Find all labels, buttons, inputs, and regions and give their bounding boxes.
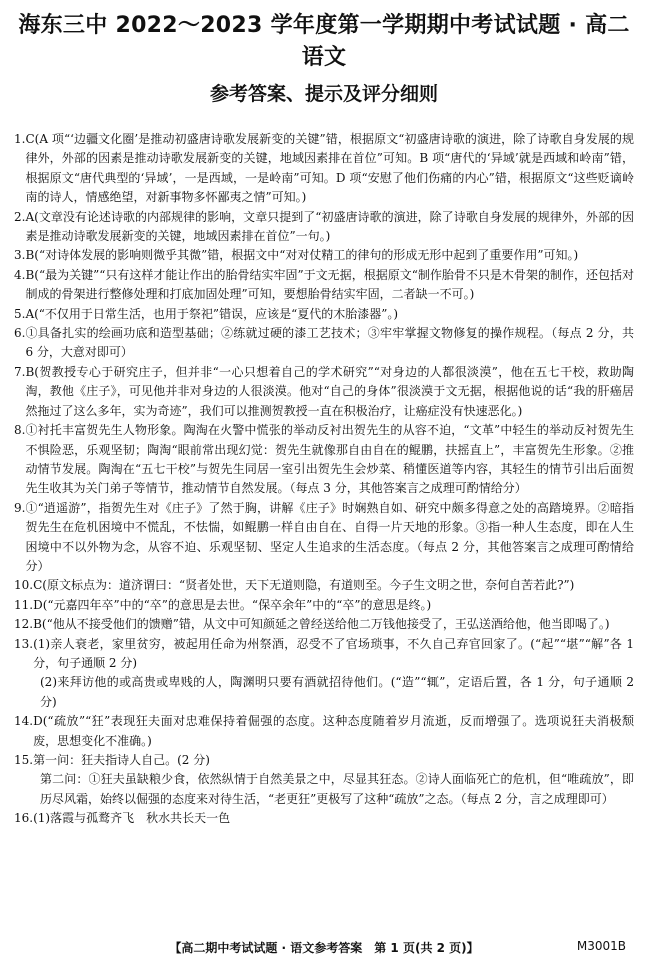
answer-text: D(“元嘉四年卒”中的“卒”的意思是去世。“保卒余年”中的“卒”的意思是终。) xyxy=(33,597,432,612)
answer-number: 14. xyxy=(14,714,34,729)
footer-document-code: M3001B xyxy=(576,939,626,953)
answer-item xyxy=(14,809,634,828)
answer-number: 8. xyxy=(14,423,26,438)
answer-item xyxy=(14,305,634,324)
answer-item xyxy=(14,712,634,751)
answer-subpart: (2)来拜访他的或高贵或卑贱的人，陶渊明只要有酒就招待他们。(“造”“辄”，定语后置，各 1 分，句子通顺 2 分) xyxy=(40,675,634,709)
answer-number: 2. xyxy=(14,209,26,224)
answer-subpart: 第二问：①狂夫虽缺粮少食，依然纵情于自然美景之中，尽显其狂态。②诗人面临死亡的危机，但“唯疏放”，即历尽风霜，始终以倔强的态度来对待生活，“老更狂”更极写了这种“疏放”之态。（每点 2 分，言之成理即可） xyxy=(40,772,634,806)
answer-text: (1)落霞与孤鹜齐飞 秋水共长天一色 xyxy=(33,811,231,826)
answer-number: 16. xyxy=(14,811,34,826)
answer-list xyxy=(14,130,634,829)
answer-number: 3. xyxy=(14,248,26,263)
answer-item xyxy=(14,635,634,674)
answer-number: 10. xyxy=(14,578,34,593)
answer-number: 5. xyxy=(14,306,26,321)
answer-text: C(原文标点为：道济谓曰：“贤者处世，天下无道则隐，有道则至。今子生文明之世，奈何自苦若此?”) xyxy=(33,578,575,593)
answer-text: B(贺教授专心于研究庄子，但并非“一心只想着自己的学术研究”“对身边的人都很淡漠”，他在五七干校，救助陶淘，教他《庄子》，可见他并非对身边的人很淡漠。他对“自己的身体”很淡漠于文无据，根据他说的话“我的肝癌居然拖过了这么多年，实为奇迹”，我们可以推测贺教授一直在积极治疗，让癌症没有快速恶化。) xyxy=(25,364,634,418)
answer-item xyxy=(14,363,634,421)
answer-item xyxy=(14,499,634,577)
answer-text: 第一问：狂夫指诗人自己。(2 分) xyxy=(33,753,210,767)
answer-item xyxy=(14,596,634,615)
answer-text: D(“疏放”“狂”表现狂夫面对忠难保持着倔强的态度。这种态度随着岁月流逝，反而增强了。选项说狂夫消极颓废，思想变化不准确。) xyxy=(33,714,634,748)
answer-number: 1. xyxy=(14,132,26,146)
answer-item xyxy=(14,208,634,247)
answer-text: A(文章没有论述诗歌的内部规律的影响，文章只提到了“初盛唐诗歌的演进，除了诗歌自身发展的规律外，外部的因素是推动诗歌发展新变的关键，地域因素排在首位”一句。) xyxy=(25,209,634,244)
answer-item xyxy=(14,130,634,208)
answer-number: 15. xyxy=(14,753,34,767)
answer-number: 12. xyxy=(14,617,34,632)
answer-number: 11. xyxy=(14,597,34,612)
page-title: 海东三中 2022～2023 学年度第一学期期中考试试题 · 高二语文 xyxy=(18,13,630,70)
answer-item xyxy=(14,615,634,634)
answer-text: B(“最为关键”“只有这样才能让作出的胎骨结实牢固”于文无据，根据原文“制作胎骨不只是木骨架的制作，还包括对制成的骨架进行整修处理和打底加固处理”可知，要想胎骨结实牢固，二者缺一不可。) xyxy=(25,267,634,302)
answer-text: (1)亲人衰老，家里贫穷，被起用任命为州祭酒，忍受不了官场琐事，不久自己弃官回家了。(“起”“堪”“解”各 1 分，句子通顺 2 分) xyxy=(33,636,634,670)
answer-number: 6. xyxy=(14,326,26,341)
answer-text: C(A 项“‘边疆文化圈’是推动初盛唐诗歌发展新变的关键”错，根据原文“初盛唐诗歌的演进，除了诗歌自身发展的规律外，外部的因素是推动诗歌发展新变的关键，地域因素排在首位”可知。B 项“唐代的‘异域’就是西域和岭南”错，根据原文“唐代典型的‘异域’，一是西域，一是岭南”可知。D 项“安慰了他们伤痛的内心”错，根据原文“这些贬谪岭南的诗人，情感绝望，对新事物多怀鄙夷之情”可知。) xyxy=(25,132,634,205)
answer-number: 9. xyxy=(14,500,26,515)
answer-item xyxy=(14,576,634,595)
answer-number: 4. xyxy=(14,267,26,282)
answer-number: 13. xyxy=(14,636,34,651)
page-subtitle: 参考答案、提示及评分细则 xyxy=(209,83,438,105)
answer-text: ①具备扎实的绘画功底和造型基础；②练就过硬的漆工艺技术；③牢牢掌握文物修复的操作规程。（每点 2 分，共 6 分，大意对即可） xyxy=(25,326,634,360)
answer-item xyxy=(14,266,634,305)
answer-item xyxy=(14,246,634,265)
answer-number: 7. xyxy=(14,364,26,379)
page-footer xyxy=(0,939,648,957)
answer-text: B(“对诗体发展的影响则微乎其微”错，根据文中“对对仗精工的律句的形成无形中起到了重要作用”可知。) xyxy=(25,248,579,263)
answer-item xyxy=(14,324,634,363)
answer-text: B(“他从不接受他们的馈赠”错，从文中可知颜延之曾经送给他二万钱他接受了，王弘送酒给他，他当即喝了。) xyxy=(33,617,610,632)
answer-text: A(“不仅用于日常生活，也用于祭祀”错误，应该是“夏代的木胎漆器”。) xyxy=(25,306,399,321)
answer-text: ①“逍遥游”，指贺先生对《庄子》了然于胸，讲解《庄子》时娴熟自如、研究中颇多得意之处的高踏境界。②暗指贺先生在危机困境中不慌乱，不怯惴，如鲲鹏一样自由自在、自得一片天地的形象。③指一种人生态度，即在人生困境中不以外物为念，从容不迫、乐观坚韧、坚定人生追求的生活态度。（每点 2 分，其他答案言之成理可酌情给分） xyxy=(25,500,634,573)
answer-text: ①衬托丰富贺先生人物形象。陶淘在火警中慌张的举动反衬出贺先生的从容不迫，“文革”中轻生的举动反衬贺先生不惧险恶，乐观坚韧；陶淘“眼前常出现幻觉：贺先生就像那自由自在的鲲鹏，扶摇直上”，丰富贺先生形象。②推动情节发展。陶淘在“五七干校”与贺先生同居一室引出贺先生会炒菜、稍懂医道等内容，其轻生的情节引出后面贺先生收其为关门弟子等情节，推动情节自然发展。（每点 3 分，其他答案言之成理可酌情给分） xyxy=(25,423,634,496)
answer-item xyxy=(14,751,634,770)
footer-page-info: 【高二期中考试试题 · 语文参考答案 第 1 页(共 2 页)】 xyxy=(169,941,479,955)
answer-item xyxy=(14,421,634,499)
